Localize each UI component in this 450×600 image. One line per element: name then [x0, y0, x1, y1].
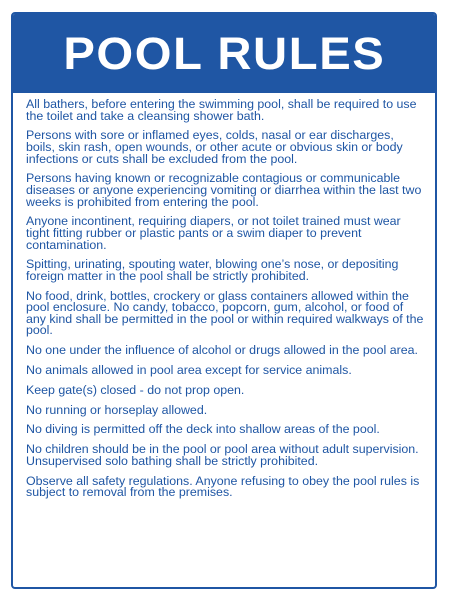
rule-item: No running or horseplay allowed. [26, 402, 208, 417]
rule-item: Spitting, urinating, spouting water, blowing one’s nose, or depositing foreign matter in the pool shall be strictly prohibited. [26, 257, 399, 283]
rule-item: No children should be in the pool or pool area without adult supervision. Unsupervised solo bathing shall be strictly prohibited. [26, 442, 419, 468]
rule-item: No food, drink, bottles, crockery or glass containers allowed within the pool enclosure. No candy, tobacco, popcorn, gum, alcohol, or food of any kind shall be permitted in the pool or within required walkways of the pool. [26, 288, 424, 338]
rule-item: No diving is permitted off the deck into shallow areas of the pool. [26, 422, 380, 437]
rule-item: Anyone incontinent, requiring diapers, or not toilet trained must wear tight fitting rubber or plastic pants or a swim diaper to prevent contamination. [26, 214, 401, 252]
rules-list [13, 93, 435, 499]
rule-item: No animals allowed in pool area except for service animals. [26, 363, 352, 377]
rule-item: Persons with sore or inflamed eyes, colds, nasal or ear discharges, boils, skin rash, open wounds, or other acute or obvious skin or body infections or cuts shall be excluded from the pool. [26, 128, 403, 166]
rule-item: Keep gate(s) closed - do not prop open. [26, 382, 245, 397]
title-banner [13, 14, 435, 93]
pool-rules-sign [11, 12, 437, 589]
rule-item: No one under the influence of alcohol or drugs allowed in the pool area. [26, 343, 418, 358]
rule-item: Observe all safety regulations. Anyone refusing to obey the pool rules is subject to removal from the premises. [26, 473, 420, 500]
rule-item: Persons having known or recognizable contagious or communicable diseases or anyone experiencing vomiting or diarrhea within the last two weeks is prohibited from entering the pool. [26, 171, 422, 209]
sign-title: POOL RULES [62, 28, 386, 79]
rule-item: All bathers, before entering the swimming pool, shall be required to use the toilet and take a cleansing shower bath. [26, 97, 417, 123]
